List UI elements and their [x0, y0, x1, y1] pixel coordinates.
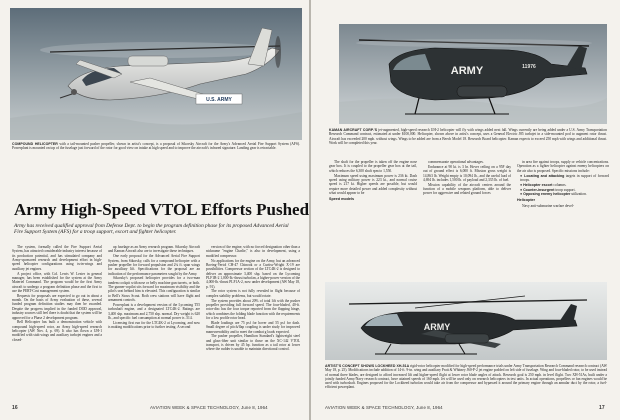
paragraph: Bell Helicopter has built a demonstration vehicle with compound high-speed rotor, an Army high-speed research helicopter (AW Nov. 4, p. 69). It also has flown a UH-1 modified with stub wings and auxiliary turbojet engines and a closed- [12, 320, 102, 342]
page-number: 17 [599, 405, 605, 411]
paragraph: Maximum speed using maximum power is 236 kt. Dash speed using military power is 223 kt., and normal cruise speed is 217 kt. Higher speeds are possible, but would require more detailed power and added complexity without what would appear to be [329, 173, 417, 195]
left-column-2 [108, 245, 200, 401]
right-column-1 [329, 160, 417, 278]
bullet-bold: Counter-insurgent [523, 187, 555, 192]
right-column-2 [423, 160, 511, 278]
paragraph: A project office, with Col. Lewis W. Lester in general manager, has been established for the system at the Army Materiel Command. The program would be the first Army aircraft to undergo a program definition phase and the first to use the PERT-Cost management system. [12, 271, 102, 293]
paragraph: version of the engine, with no forced designation other than a nickname "engine Charlie," is also in development, using a modified compressor. [206, 245, 300, 258]
left-column-3 [206, 245, 300, 401]
page-number: 16 [12, 405, 18, 411]
bullet-item: ● Counter-insurgent troop support. [520, 187, 576, 192]
article-headline: Army High-Speed VTOL Efforts Pushed [14, 200, 309, 219]
fuselage-army-lettering: ARMY [423, 322, 451, 332]
paragraph: The pusher propeller, Hamilton Standard's lightweight steel and glass-fiber unit similar to those on the XC-142 VTOL transport, is driven by 45 hp. function as a tail rotor at lower where the rudder is unable to maintain directional control. [206, 334, 300, 352]
fuselage-army-lettering: ARMY [450, 65, 484, 77]
bullet-item: ● Opposing enemy helicopter utilization. [520, 192, 587, 197]
paragraph: Sikorsky's proposed helicopter provides for a two-man tandem cockpit with nose or belly machine gun turrets, or both. The gunner-copilot sits forward for maximum visibility and the pilot's seat behind him is elevated. This configuration is similar to Bell's Sioux Scout. Both crew stations will have flight and armament controls. [108, 276, 200, 303]
caption-lead: COMPOUND HELICOPTER [12, 142, 58, 146]
caption-lead: KAMAN AIRCRAFT CORP.'S [329, 128, 378, 132]
paragraph: The system provides about 20% of total lift with the pusher propeller providing full forward speed. The four-bladed, 40-ft. rotor-disc has the four torque reported from the flapping hinge, which combines the folding blade function with the requirements for a low profile rotor head. [206, 298, 300, 320]
caption-text: jet-augmented, high-speed research UH-2 helicopter will fly with wings added next fall. Wings currently are being added under a U.S. Army Transportation Research Command contract, estimated at under $100,000. Helicopter, shown above in artist's concept, uses a General Electric J85 turbojet in a side-mounted pod to augment rotor thrust. Aircraft has exceeded 200 mph. without wings. Wings to be added are from a Beech Model 18. Research Board helicopter. Kaman expects to exceed 250 mph with wings and additional thrust. Work will be completed this year. [329, 128, 607, 145]
bullet-text: troop support. [555, 187, 576, 192]
paragraph: One early proposal for the Advanced Aerial Fire Support System, from Sikorsky, calls for a compound helicopter with a pusher propeller for forward propulsion and 2¼ ft. span wings for auxiliary lift. Specifications for the proposal are an indication of the performance parameters sought by the Army. [108, 254, 200, 276]
paragraph: in area fire against troops, supply or vehicle concentrations. Operation as a fighter helicopter against enemy helicopters on the air also is proposed. Specific missions include: [517, 160, 609, 173]
paragraph: up fuselage as an Army research program. Sikorsky Aircraft and Kaman Aircraft also are to investigate these techniques. [108, 245, 200, 254]
kaman-helicopter-photo [339, 24, 607, 124]
paragraph: Navy anti-submarine warfare devel- [522, 203, 574, 208]
kaman-photo-caption [329, 128, 607, 158]
tail-number: 11976 [522, 64, 536, 70]
paragraph: The shaft for the propeller is taken off the engine nose gear box. It is coupled to the propeller gear box at the tail, which reduces the 6,300 shaft rpm to 1,550. [329, 160, 417, 173]
article-deck: Army has received qualified approval from Defense Dept. to begin the program definition phase for its proposed Advanced Aerial Fire Support System (AFS) for a troop support, escort and fighter helicopter. [14, 223, 289, 236]
bullet-item: ● Helicopter escort columns. [520, 182, 567, 187]
bullet-bold: Locating and attacking [524, 173, 565, 178]
paragraph: commensurate operational advantages. [428, 160, 484, 164]
lockheed-helicopter-photo [325, 282, 607, 360]
paragraph: Blade loadings are 75 psf for hover and 55 psf for dash. Small degree of pitch/flap coupling is under study for improved maneuverability and to meet the combat g loads expected. [206, 320, 300, 334]
bullet-bold: Helicopter escort [523, 182, 553, 187]
left-footer-publication: AVIATION WEEK & SPACE TECHNOLOGY, June 8, 1964 [150, 405, 268, 410]
caption-text: with a tail-mounted pusher propeller, shown in artist's concept, is a proposal of Sikorsky Aircraft for the Army's Advanced Aerial Fire Support System (AFS). Powerplant is mounted on top of the fuselage just forward of the rotor for good view on intake at high speed and to improve the aircraft's infrared signature. Landing gear is retractable. [12, 142, 300, 151]
paragraph: The system, formally called the Fire Support Aerial System, has attracted considerable industry interest because of its production potential, and has stimulated company and Army-sponsored research and development effort in high-speed helicopter configurations using twin-wings and auxiliary jet engines. [12, 245, 102, 271]
subhead-speed: Speed models [329, 196, 355, 201]
right-footer-publication: AVIATION WEEK & SPACE TECHNOLOGY, June 8, 1964 [325, 405, 443, 410]
bullet-item: ● Locating and attacking targets in support of forward troops. [520, 173, 609, 182]
paragraph: Mission capability of the aircraft centers around the function of a mobile weapons platform, able to deliver power for aggressive and related ground forces [423, 182, 511, 196]
subhead-helicopter: Helicopter [517, 198, 536, 203]
paragraph: Endurance at 90 kt. is 3 hr. Hover ceiling on a 95F day out of ground effect is 6,000 ft. Mission gross weight is 14,863 lb. Weight empty is 10,094 lb., and the useful load of 4,694 lb. includes 1,500 lb. of payload and 2,335 lb. of fuel. [423, 164, 511, 182]
right-footer [599, 405, 605, 411]
bullet-bold: Opposing enemy helicopter [523, 192, 571, 197]
compound-helicopter-photo [10, 8, 302, 140]
bullet-text: targets in support of forward troops. [520, 173, 609, 182]
lockheed-photo-caption [325, 364, 607, 400]
paragraph: The rotor system is not fully revealed in flight because of complex stability problems, but would rotate. [206, 289, 300, 298]
left-column-1 [12, 245, 102, 401]
bullet-text: utilization. [571, 192, 587, 197]
paragraph: Powerplant is a development version of the Lycoming T55 turboshaft engine, and a designated LTC4K-2. Ratings are 3,400 shp. maximum and 2,750 shp. normal. Dry weight is 620 lb., and specific fuel consumption at normal power is .514. [108, 302, 200, 320]
caption-text: rigid-rotor helicopter modified for high-speed performance trials under Army Transportation Research Command research contract (AW May 18, p. 25). Modifications include addition of 14-ft. 9-in. wing and auxiliary Pratt & Whitney J60-P-2 jet engine podded on left side of fuselage. Wing and four-bladed rotor, to be used instead of normal three blades, are designed to afford increased lift and higher-speed flight at lower rotor blade angles of attack. Research goal is 250 mph. in level flight. Two XH-51As, built under a jointly funded Army/Navy research contract, have attained speeds of 160 mph. Jet will be used only on research helicopters in test units. In actual operations, propellers or fan engines would be used with turboshaft. Engines proposed for the Lockheed turbofan would take air from the compressor and bypassed it around the primary engine through an annular duct by the rotor, a fuel-efficient powerplant. [325, 364, 607, 390]
left-footer [12, 405, 18, 411]
right-column-3 [517, 160, 609, 278]
paragraph: Requests for proposals are expected to go out in about a month. On the basis of Army evaluation of these, several funded program definition studies may then be awarded. Despite the progress implied in the funded DOD approval, industry sources still feel there is doubt that the system will be approved for a Phase 2 development program. [12, 293, 102, 320]
right-page [311, 0, 620, 420]
paragraph: No applications for the engine on the Army, but an advanced Boeing-Vertol CH-47 Chinook or a Curtiss-Wright X-19 are possibilities. Compressor section of the LTC4K-2 is designed to deliver an approximate 3,400 shp. based on the Lycoming PLF1B-2 1,000-lb.-thrust turbofan, a higher-power version of the 4,000-lb.-thrust PLF1A-2, now under development (AW May 18, p. 91). [206, 258, 300, 289]
photo-caption [12, 142, 300, 168]
caption-lead: ARTIST'S CONCEPT SHOWS LOCKHEED XH-51A [325, 364, 410, 368]
paragraph: Licensing first run for the LTC4K-2 at Lycoming, and now is making modifications prior to further testing. A second [108, 320, 200, 330]
fuselage-marking: U.S. ARMY [206, 97, 232, 103]
bullet-text: columns. [553, 182, 567, 187]
left-page [0, 0, 309, 420]
